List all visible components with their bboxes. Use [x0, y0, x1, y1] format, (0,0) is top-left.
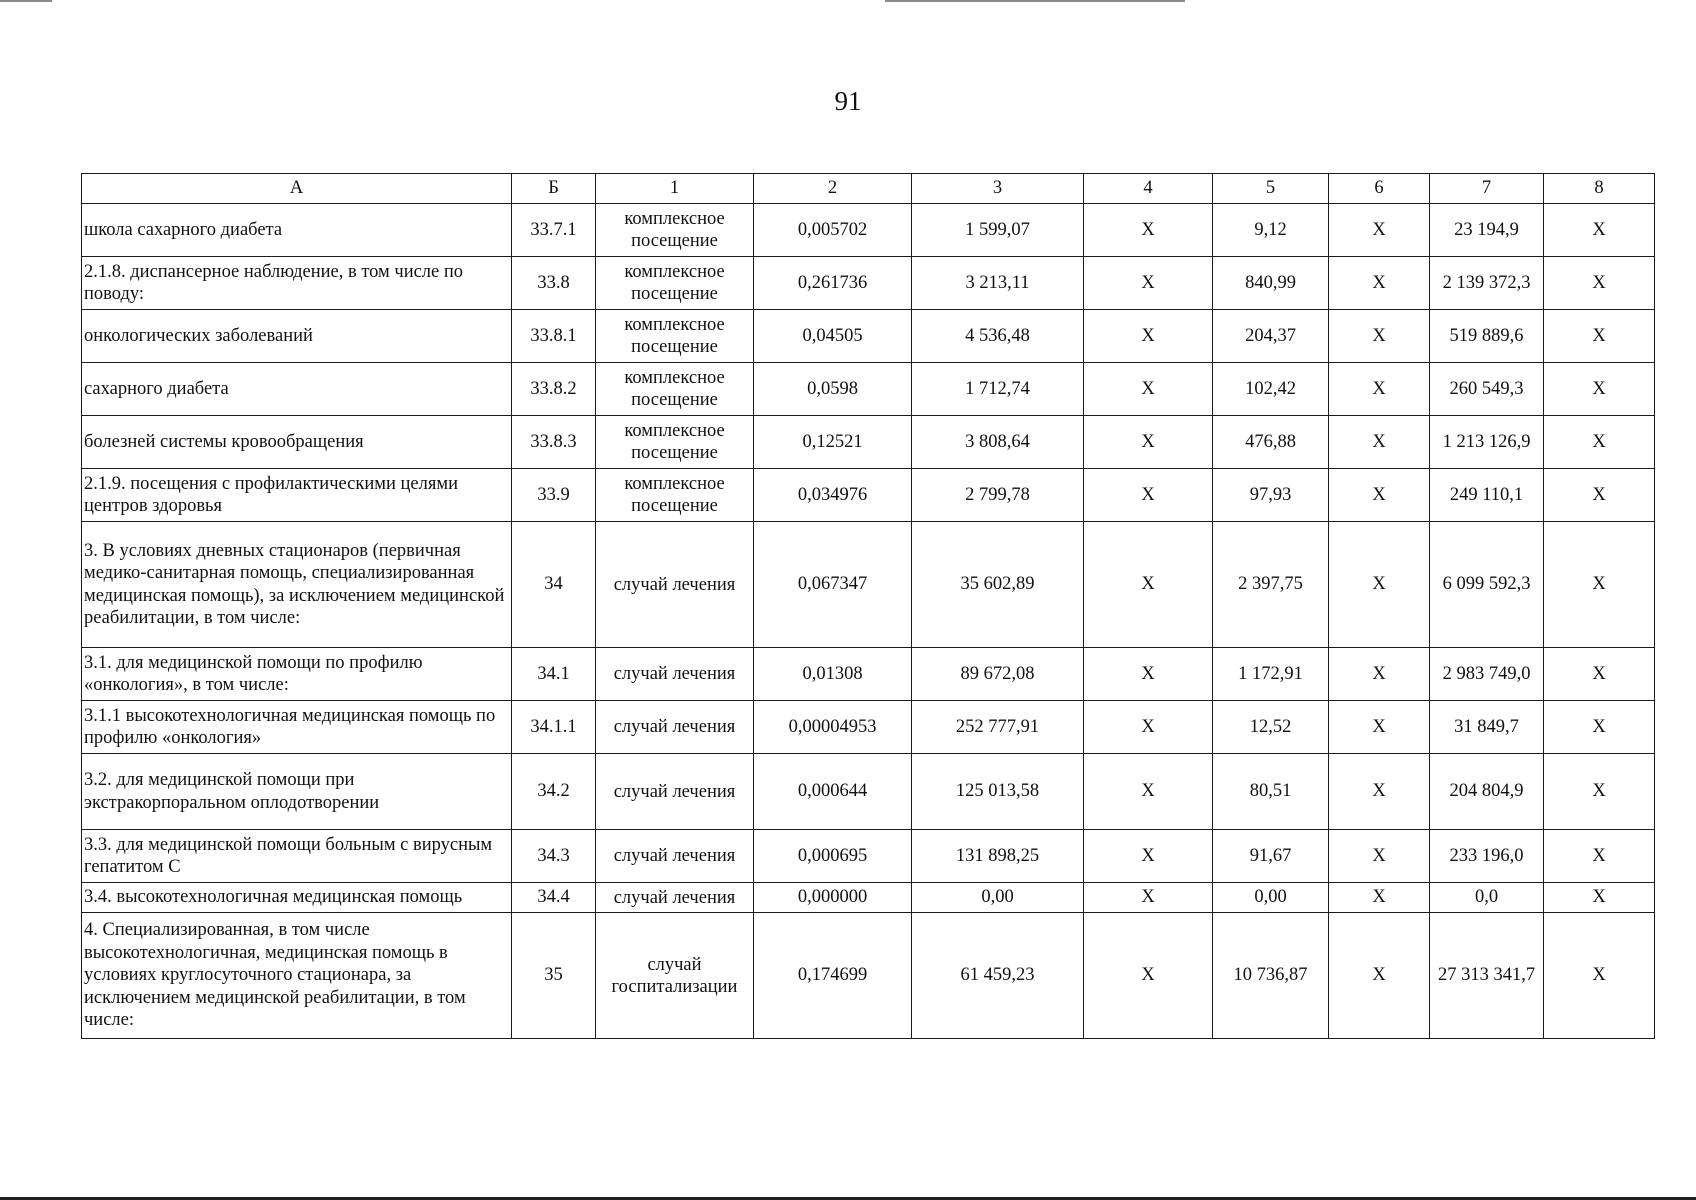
- row-unit: случай лечения: [596, 830, 754, 883]
- row-code: 33.8.2: [512, 363, 596, 416]
- table-row: [82, 913, 1655, 1039]
- row-code: 33.9: [512, 469, 596, 522]
- row-col-7: 233 196,0: [1430, 830, 1544, 883]
- row-col-3: 35 602,89: [912, 522, 1084, 648]
- header-col-6: 6: [1329, 174, 1430, 204]
- row-col-4: Х: [1084, 754, 1213, 830]
- row-col-5: 10 736,87: [1213, 913, 1329, 1039]
- table-header-row: [82, 174, 1655, 204]
- row-name: болезней системы кровообращения: [82, 416, 512, 469]
- row-col-6: Х: [1329, 257, 1430, 310]
- row-col-5: 9,12: [1213, 204, 1329, 257]
- row-code: 34.4: [512, 883, 596, 913]
- row-col-6: Х: [1329, 883, 1430, 913]
- row-col-7: 249 110,1: [1430, 469, 1544, 522]
- row-col-5: 80,51: [1213, 754, 1329, 830]
- row-name: 4. Специализированная, в том числе высокотехнологичная, медицинская помощь в условиях круглосуточного стационара, за исключением медицинской реабилитации, в том числе:: [82, 913, 512, 1039]
- row-unit: случай лечения: [596, 883, 754, 913]
- row-col-8: Х: [1544, 310, 1655, 363]
- row-code: 35: [512, 913, 596, 1039]
- row-col-2: 0,12521: [754, 416, 912, 469]
- row-col-2: 0,005702: [754, 204, 912, 257]
- scan-edge-line-right: [885, 0, 1185, 2]
- row-col-4: Х: [1084, 830, 1213, 883]
- row-col-4: Х: [1084, 204, 1213, 257]
- row-unit: случай лечения: [596, 754, 754, 830]
- row-code: 34.3: [512, 830, 596, 883]
- page-number: 91: [834, 86, 862, 116]
- row-unit: комплексное посещение: [596, 469, 754, 522]
- row-col-8: Х: [1544, 257, 1655, 310]
- row-col-8: Х: [1544, 416, 1655, 469]
- row-col-8: Х: [1544, 204, 1655, 257]
- row-col-3: 3 808,64: [912, 416, 1084, 469]
- row-col-7: 260 549,3: [1430, 363, 1544, 416]
- row-col-3: 4 536,48: [912, 310, 1084, 363]
- row-col-4: Х: [1084, 522, 1213, 648]
- header-col-2: 2: [754, 174, 912, 204]
- row-unit: комплексное посещение: [596, 416, 754, 469]
- row-col-5: 2 397,75: [1213, 522, 1329, 648]
- row-col-7: 0,0: [1430, 883, 1544, 913]
- row-col-5: 1 172,91: [1213, 648, 1329, 701]
- row-col-2: 0,0598: [754, 363, 912, 416]
- row-code: 34.1: [512, 648, 596, 701]
- row-code: 34.1.1: [512, 701, 596, 754]
- scan-edge-line-left: [0, 0, 52, 2]
- row-col-7: 2 139 372,3: [1430, 257, 1544, 310]
- row-name: 2.1.8. диспансерное наблюдение, в том числе по поводу:: [82, 257, 512, 310]
- row-col-8: Х: [1544, 701, 1655, 754]
- row-unit: случай госпитализации: [596, 913, 754, 1039]
- row-code: 33.8.1: [512, 310, 596, 363]
- row-col-3: 0,00: [912, 883, 1084, 913]
- row-name: сахарного диабета: [82, 363, 512, 416]
- row-col-6: Х: [1329, 204, 1430, 257]
- row-unit: комплексное посещение: [596, 257, 754, 310]
- row-unit: комплексное посещение: [596, 363, 754, 416]
- row-col-5: 204,37: [1213, 310, 1329, 363]
- row-col-4: Х: [1084, 701, 1213, 754]
- row-col-2: 0,04505: [754, 310, 912, 363]
- row-col-3: 89 672,08: [912, 648, 1084, 701]
- row-col-2: 0,000000: [754, 883, 912, 913]
- row-col-7: 23 194,9: [1430, 204, 1544, 257]
- row-col-8: Х: [1544, 363, 1655, 416]
- row-col-5: 12,52: [1213, 701, 1329, 754]
- table-row: [82, 830, 1655, 883]
- row-name: онкологических заболеваний: [82, 310, 512, 363]
- row-unit: комплексное посещение: [596, 310, 754, 363]
- row-col-5: 97,93: [1213, 469, 1329, 522]
- row-code: 34: [512, 522, 596, 648]
- row-unit: случай лечения: [596, 701, 754, 754]
- row-name: 3.1. для медицинской помощи по профилю «онкология», в том числе:: [82, 648, 512, 701]
- row-col-4: Х: [1084, 310, 1213, 363]
- header-col-3: 3: [912, 174, 1084, 204]
- row-col-7: 6 099 592,3: [1430, 522, 1544, 648]
- row-name: школа сахарного диабета: [82, 204, 512, 257]
- row-col-6: Х: [1329, 913, 1430, 1039]
- row-col-8: Х: [1544, 830, 1655, 883]
- row-col-3: 252 777,91: [912, 701, 1084, 754]
- row-col-2: 0,174699: [754, 913, 912, 1039]
- row-unit: случай лечения: [596, 648, 754, 701]
- row-col-6: Х: [1329, 648, 1430, 701]
- header-col-7: 7: [1430, 174, 1544, 204]
- row-col-3: 61 459,23: [912, 913, 1084, 1039]
- row-col-8: Х: [1544, 913, 1655, 1039]
- row-col-8: Х: [1544, 883, 1655, 913]
- table-row: [82, 701, 1655, 754]
- header-col-b: Б: [512, 174, 596, 204]
- table-row: [82, 754, 1655, 830]
- row-col-6: Х: [1329, 754, 1430, 830]
- row-col-4: Х: [1084, 416, 1213, 469]
- table-row: [82, 883, 1655, 913]
- row-col-2: 0,000695: [754, 830, 912, 883]
- row-col-3: 2 799,78: [912, 469, 1084, 522]
- row-name: 3.1.1 высокотехнологичная медицинская помощь по профилю «онкология»: [82, 701, 512, 754]
- header-col-5: 5: [1213, 174, 1329, 204]
- row-col-5: 476,88: [1213, 416, 1329, 469]
- row-col-3: 125 013,58: [912, 754, 1084, 830]
- row-col-8: Х: [1544, 754, 1655, 830]
- table-row: [82, 469, 1655, 522]
- row-col-5: 840,99: [1213, 257, 1329, 310]
- row-code: 34.2: [512, 754, 596, 830]
- row-col-6: Х: [1329, 469, 1430, 522]
- row-col-4: Х: [1084, 469, 1213, 522]
- row-name: 3.3. для медицинской помощи больным с вирусным гепатитом С: [82, 830, 512, 883]
- table-row: [82, 257, 1655, 310]
- row-col-7: 1 213 126,9: [1430, 416, 1544, 469]
- row-code: 33.8: [512, 257, 596, 310]
- row-col-2: 0,01308: [754, 648, 912, 701]
- header-col-8: 8: [1544, 174, 1655, 204]
- row-col-3: 1 712,74: [912, 363, 1084, 416]
- row-col-6: Х: [1329, 701, 1430, 754]
- row-code: 33.8.3: [512, 416, 596, 469]
- row-name: 3.4. высокотехнологичная медицинская помощь: [82, 883, 512, 913]
- data-table: [81, 173, 1655, 1039]
- row-col-6: Х: [1329, 830, 1430, 883]
- row-col-7: 31 849,7: [1430, 701, 1544, 754]
- header-col-a: А: [82, 174, 512, 204]
- row-col-4: Х: [1084, 883, 1213, 913]
- row-name: 2.1.9. посещения с профилактическими целями центров здоровья: [82, 469, 512, 522]
- row-col-8: Х: [1544, 469, 1655, 522]
- row-col-4: Х: [1084, 913, 1213, 1039]
- row-col-2: 0,000644: [754, 754, 912, 830]
- row-col-3: 3 213,11: [912, 257, 1084, 310]
- header-col-1: 1: [596, 174, 754, 204]
- table-row: [82, 204, 1655, 257]
- row-col-6: Х: [1329, 522, 1430, 648]
- row-col-7: 204 804,9: [1430, 754, 1544, 830]
- row-col-5: 102,42: [1213, 363, 1329, 416]
- table-row: [82, 648, 1655, 701]
- row-name: 3. В условиях дневных стационаров (первичная медико-санитарная помощь, специализированная медицинская помощь), за исключением медицинской реабилитации, в том числе:: [82, 522, 512, 648]
- row-col-7: 2 983 749,0: [1430, 648, 1544, 701]
- row-col-7: 519 889,6: [1430, 310, 1544, 363]
- table-row: [82, 363, 1655, 416]
- row-col-5: 0,00: [1213, 883, 1329, 913]
- row-col-5: 91,67: [1213, 830, 1329, 883]
- row-col-3: 1 599,07: [912, 204, 1084, 257]
- row-col-6: Х: [1329, 416, 1430, 469]
- row-col-2: 0,261736: [754, 257, 912, 310]
- row-col-4: Х: [1084, 363, 1213, 416]
- row-col-6: Х: [1329, 363, 1430, 416]
- row-col-4: Х: [1084, 257, 1213, 310]
- row-col-6: Х: [1329, 310, 1430, 363]
- table-row: [82, 310, 1655, 363]
- row-name: 3.2. для медицинской помощи при экстракорпоральном оплодотворении: [82, 754, 512, 830]
- row-col-2: 0,00004953: [754, 701, 912, 754]
- row-col-2: 0,067347: [754, 522, 912, 648]
- row-unit: комплексное посещение: [596, 204, 754, 257]
- row-col-7: 27 313 341,7: [1430, 913, 1544, 1039]
- row-col-8: Х: [1544, 522, 1655, 648]
- header-col-4: 4: [1084, 174, 1213, 204]
- row-col-3: 131 898,25: [912, 830, 1084, 883]
- row-unit: случай лечения: [596, 522, 754, 648]
- table-row: [82, 522, 1655, 648]
- row-col-8: Х: [1544, 648, 1655, 701]
- row-col-2: 0,034976: [754, 469, 912, 522]
- row-code: 33.7.1: [512, 204, 596, 257]
- row-col-4: Х: [1084, 648, 1213, 701]
- table-row: [82, 416, 1655, 469]
